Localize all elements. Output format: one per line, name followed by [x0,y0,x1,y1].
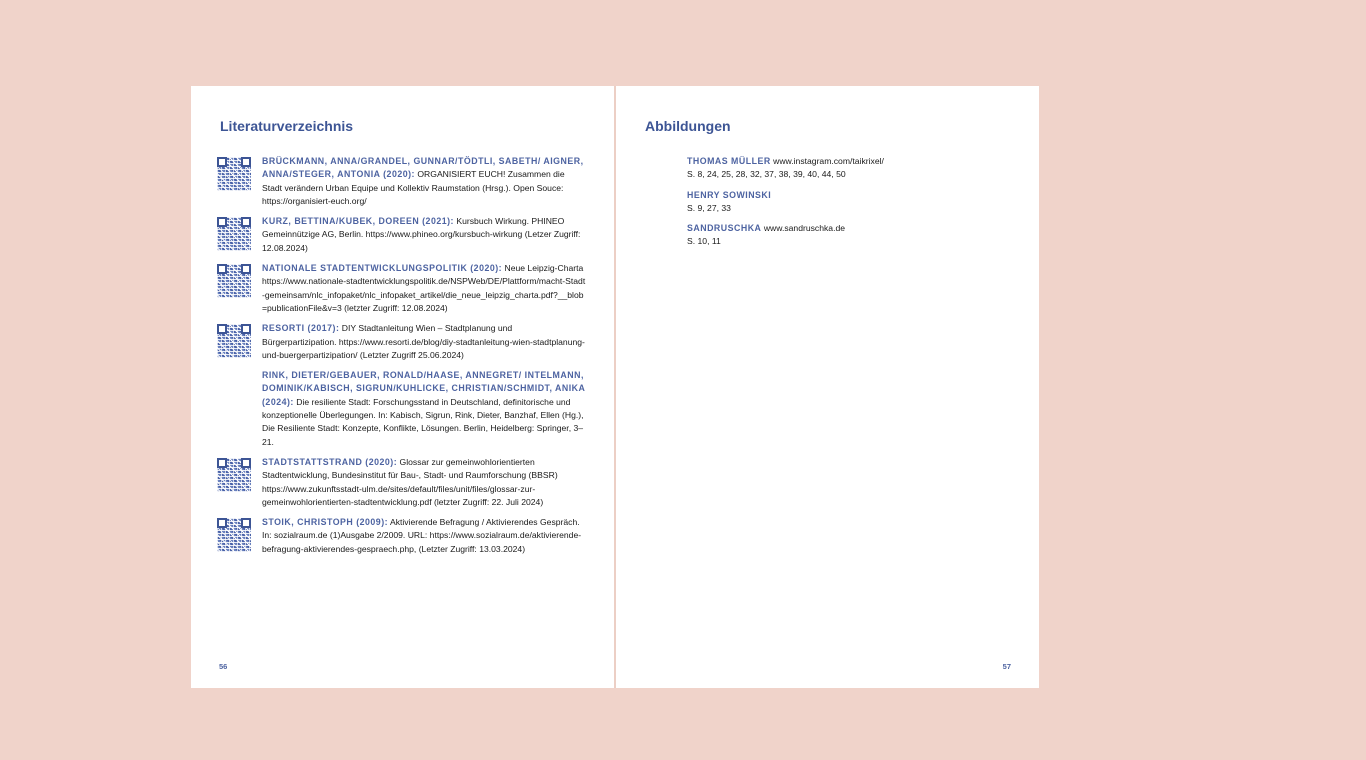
credit-name: SANDRUSCHKA [687,223,762,234]
qr-code-icon[interactable] [217,324,251,358]
page-number: 56 [219,662,228,671]
reference-text [262,262,587,315]
reference-author: STADTSTATTSTRAND (2020): [262,456,398,467]
reference-body: Kursbuch Wirkung. PHINEO Gemeinnützige AG, Berlin. https://www.phineo.org/kursbuch-wirkung (Letzer Zugriff: 12.08.2024) [262,216,581,253]
credit-name: HENRY SOWINSKI [687,189,772,200]
qr-code-icon[interactable] [217,458,251,492]
credit-link[interactable]: www.instagram.com/taikrixel/ [773,156,884,166]
figure-credits [687,155,1007,256]
page-title-literature: Literaturverzeichnis [220,118,354,134]
credit-pages: S. 9, 27, 33 [687,202,731,213]
page-number: 57 [1002,662,1011,671]
credit-pages: S. 8, 24, 25, 28, 32, 37, 38, 39, 40, 44, 50 [687,169,846,180]
reference-item [217,322,587,362]
reference-author: RESORTI (2017): [262,323,340,334]
credit-item [687,189,1007,216]
reference-author: NATIONALE STADTENTWICKLUNGSPOLITIK (2020): [262,263,503,274]
credit-pages: S. 10, 11 [687,236,721,247]
reference-item [217,155,587,208]
reference-text [262,215,587,255]
page-title-figures: Abbildungen [645,118,731,134]
reference-text [262,516,587,556]
reference-text [262,369,587,449]
qr-code-icon[interactable] [217,264,251,298]
left-page [191,86,614,688]
reference-text [262,456,587,509]
qr-code-icon[interactable] [217,157,251,191]
credit-link[interactable]: www.sandruschka.de [763,223,846,234]
reference-author: BRÜCKMANN, ANNA/GRANDEL, GUNNAR/TÖDTLI, SABETH/ AIGNER, ANNA/STEGER, ANTONIA (2020): [262,156,584,180]
reference-item [217,369,587,449]
reference-author: KURZ, BETTINA/KUBEK, DOREEN (2021): [262,216,454,227]
qr-code-icon[interactable] [217,518,251,552]
reference-text [262,155,587,208]
reference-body: ORGANISIERT EUCH! Zusammen die Stadt verändern Urban Equipe und Kollektiv Raumstation (Hrsg.). Open Souce: https://organisiert-euch.org/ [262,169,565,206]
qr-code-icon[interactable] [217,217,251,251]
reference-item [217,456,587,509]
reference-list [217,155,587,563]
reference-author: STOIK, CHRISTOPH (2009): [262,517,389,528]
reference-item [217,215,587,255]
reference-body: Die resiliente Stadt: Forschungsstand in Deutschland, definitorische und konzeptionelle Überlegungen. In: Kabisch, Sigrun, Rink, Dieter, Banzhaf, Ellen (Hg.), Die Resiliente Stadt: Konzepte, Konflikte, Lösungen. Berlin, Heidelberg: Springer, 3–21. [262,396,584,447]
credit-item [687,222,1007,249]
reference-author: RINK, DIETER/GEBAUER, RONALD/HAASE, ANNEGRET/ INTELMANN, DOMINIK/KABISCH, SIGRUN/KUHLICKE, CHRISTIAN/SCHMIDT, ANIKA (2024): [262,370,586,407]
reference-item [217,516,587,556]
right-page [616,86,1039,688]
reference-body: Neue Leipzig-Charta https://www.nationale-stadtentwicklungspolitik.de/NSPWeb/DE/Plattform/macht-Stadt-gemeinsam/nlc_infopaket/nlc_infopaket_artikel/die_neue_leipzig_charta.pdf?__blob=publicationFile&v=3 (letzter Zugriff: 12.08.2024) [262,263,586,313]
reference-body: Aktivierende Befragung / Aktivierendes Gespräch. In: sozialraum.de (1)Ausgabe 2/2009. URL: https://www.sozialraum.de/aktivierende-befragung-aktivierendes-gespraech.php, (Letzter Zugriff: 13.03.2024) [262,517,582,554]
credit-item [687,155,1007,182]
reference-item [217,262,587,315]
reference-body: Glossar zur gemeinwohlorientierten Stadtentwicklung, Bundesinstitut für Bau-, Stadt- und Raumforschung (BBSR) https://www.zukunftsstadt-ulm.de/sites/default/files/unit/files/glossar-zur-gemeinwohlorientierten-stadtentwicklung.pdf (letzter Zugriff: 22. Juli 2024) [262,456,558,507]
reference-body: DIY Stadtanleitung Wien – Stadtplanung und Bürgerpartizipation. https://www.resorti.de/blog/diy-stadtanleitung-wien-stadtplanung-und-buergerpartizipation/ (Letzter Zugriff 25.06.2024) [262,323,585,360]
credit-name: THOMAS MÜLLER [687,156,771,166]
reference-text [262,322,587,362]
